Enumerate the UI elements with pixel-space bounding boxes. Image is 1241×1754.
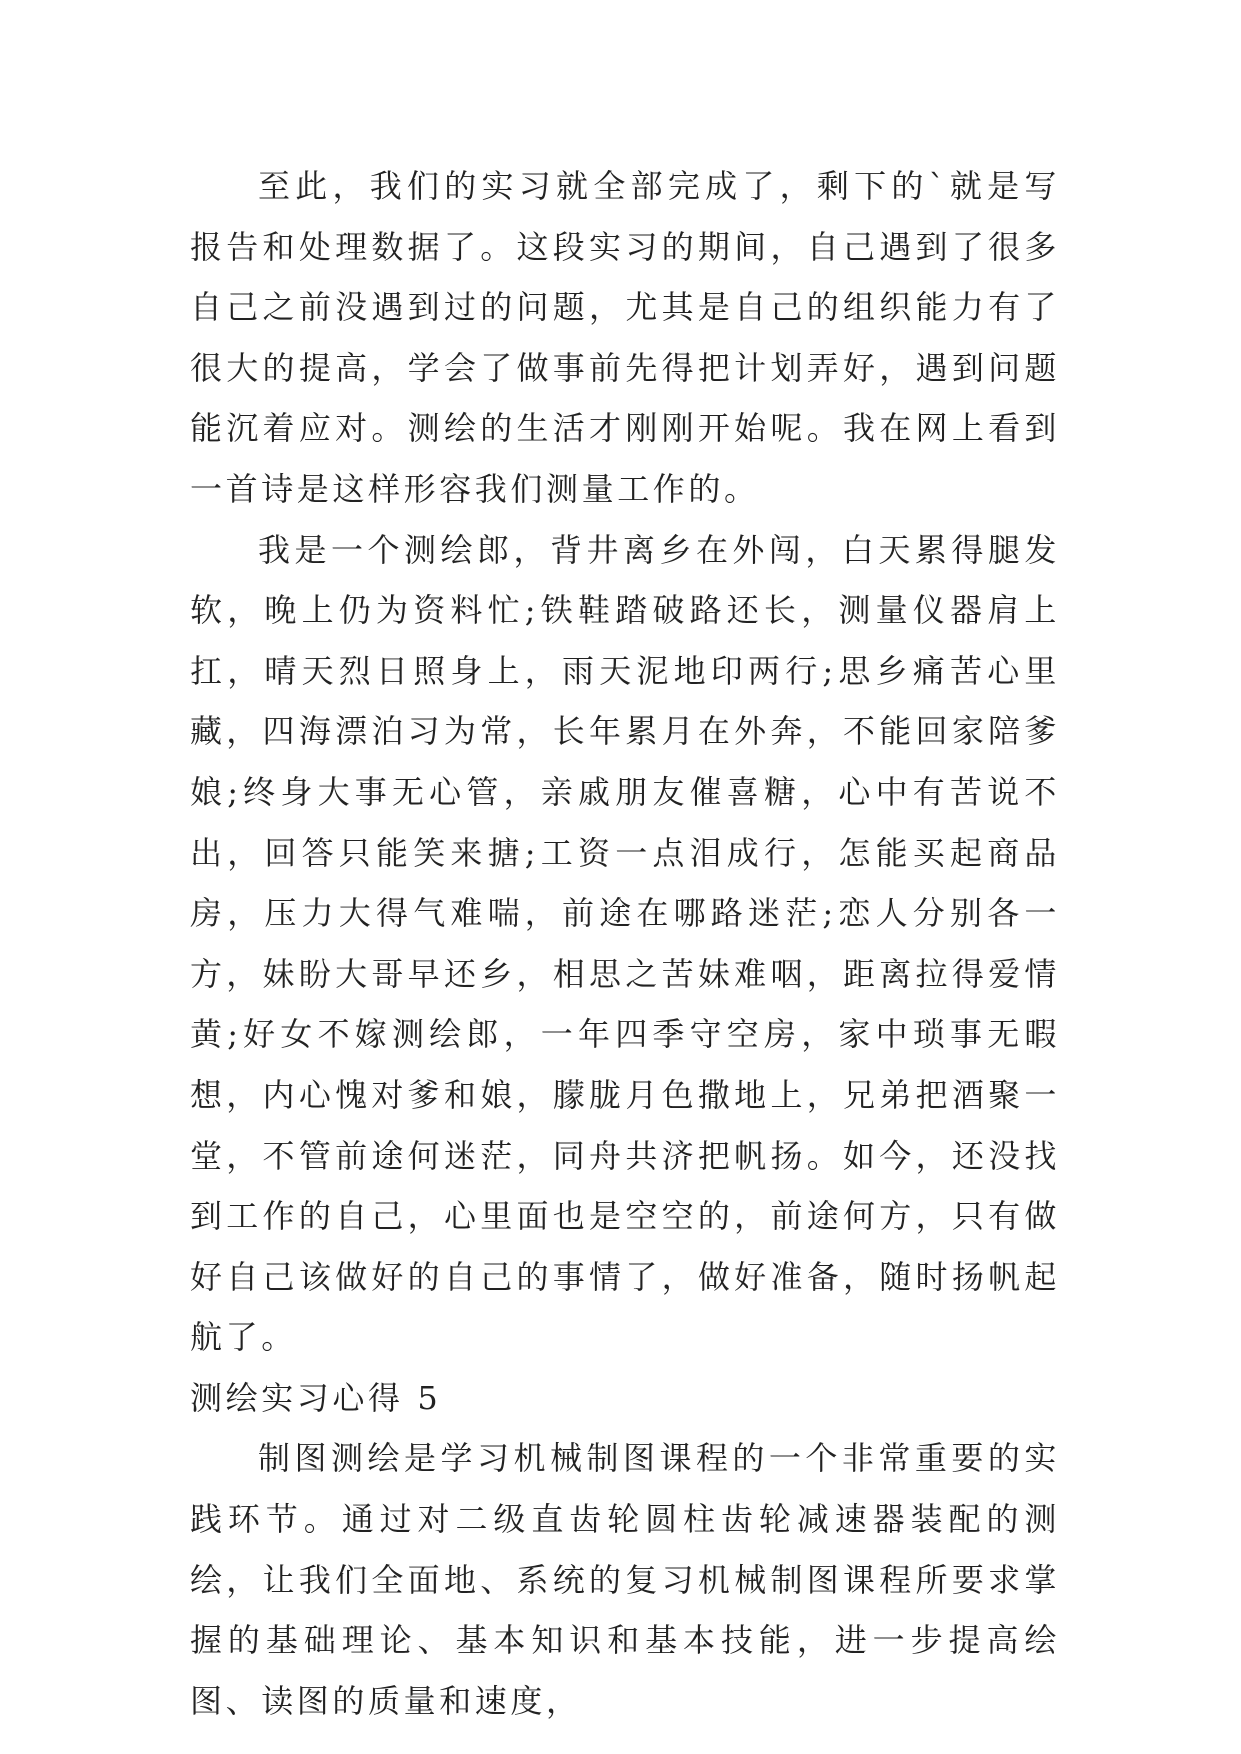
document-body (190, 156, 1060, 1731)
paragraph-surveyor-poem: 我是一个测绘郎，背井离乡在外闯，白天累得腿发软，晚上仍为资料忙;铁鞋踏破路还长，测量仪器肩上扛，晴天烈日照身上，雨天泥地印两行;思乡痛苦心里藏，四海漂泊习为常，长年累月在外奔，不能回家陪爹娘;终身大事无心管，亲戚朋友催喜糖，心中有苦说不出，回答只能笑来搪;工资一点泪成行，怎能买起商品房，压力大得气难喘，前途在哪路迷茫;恋人分别各一方，妹盼大哥早还乡，相思之苦妹难咽，距离拉得爱情黄;好女不嫁测绘郎，一年四季守空房，家中琐事无暇想，内心愧对爹和娘，朦胧月色撒地上，兄弟把酒聚一堂，不管前途何迷茫，同舟共济把帆扬。如今，还没找到工作的自己，心里面也是空空的，前途何方，只有做好自己该做好的自己的事情了，做好准备，随时扬帆起航了。 (190, 530, 1060, 1357)
section-heading: 测绘实习心得 5 (190, 1378, 442, 1417)
paragraph-drawing-survey: 制图测绘是学习机械制图课程的一个非常重要的实践环节。通过对二级直齿轮圆柱齿轮减速器装配的测绘，让我们全面地、系统的复习机械制图课程所要求掌握的基础理论、基本知识和基本技能，进一步提高绘图、读图的质量和速度， (190, 1439, 1060, 1720)
paragraph-internship-conclusion: 至此，我们的实习就全部完成了，剩下的`就是写报告和处理数据了。这段实习的期间，自己遇到了很多自己之前没遇到过的问题，尤其是自己的组织能力有了很大的提高，学会了做事前先得把计划弄好，遇到问题能沉着应对。测绘的生活才刚刚开始呢。我在网上看到一首诗是这样形容我们测量工作的。 (190, 167, 1060, 508)
